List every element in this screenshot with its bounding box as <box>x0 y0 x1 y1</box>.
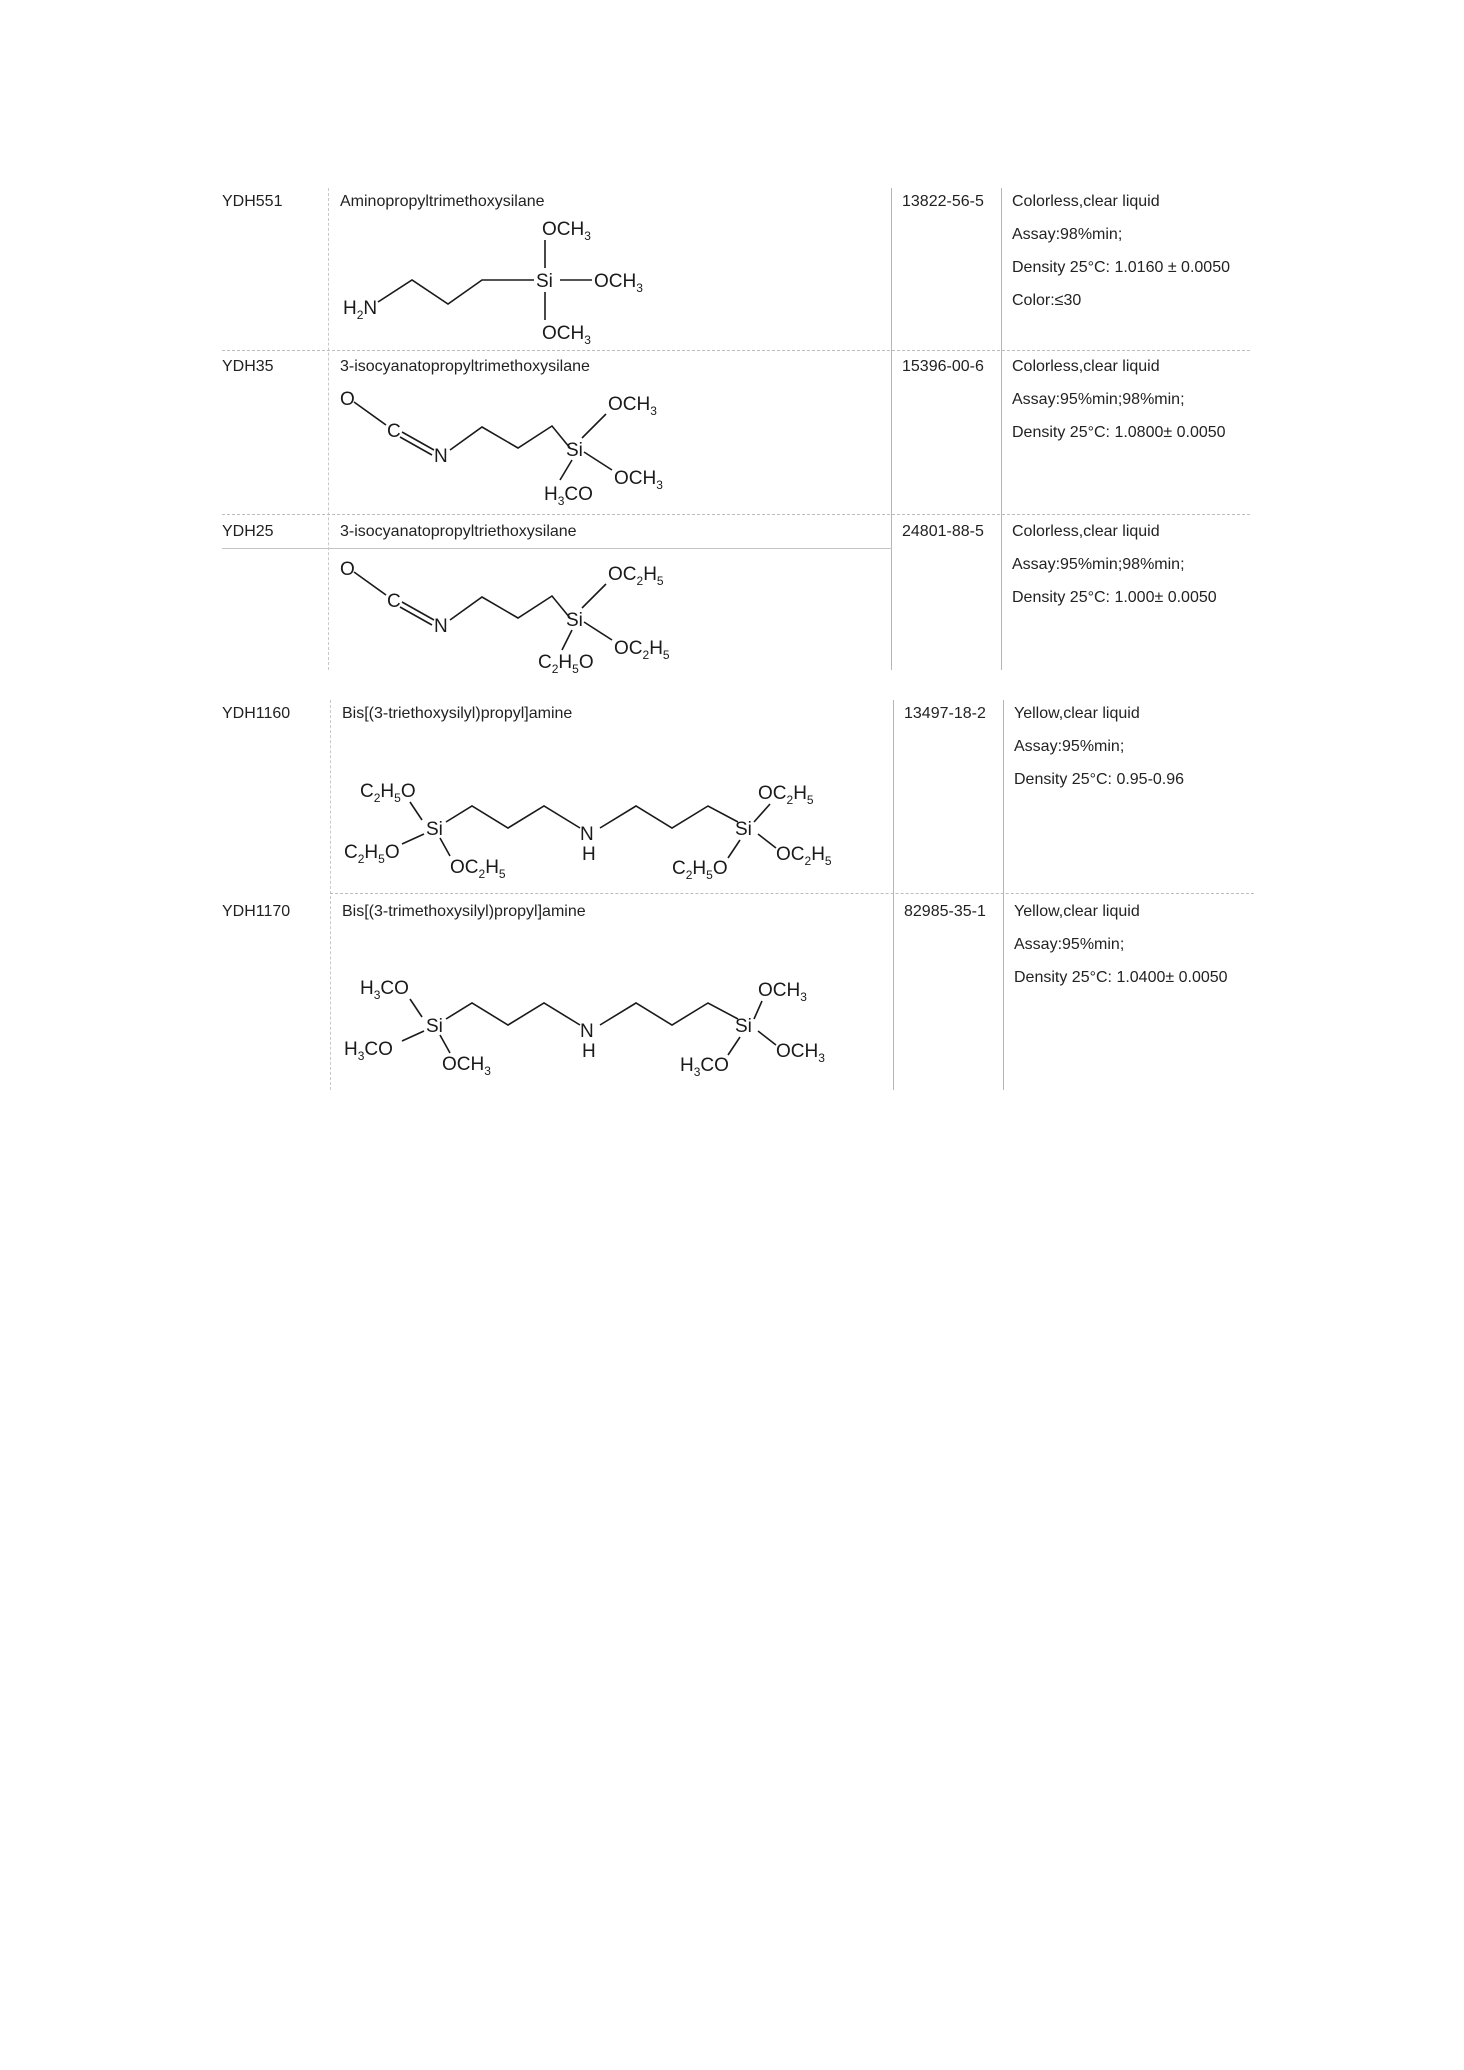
property-density: Density 25°C: 1.0800± 0.0050 <box>1012 424 1226 441</box>
column-divider-name-cas-2 <box>893 700 894 1090</box>
cas-number: 13497-18-2 <box>904 705 986 722</box>
cas-number: 15396-00-6 <box>902 358 984 375</box>
product-code: YDH25 <box>222 523 274 540</box>
svg-text:OC2H5: $OC_2H_5$ <box>758 783 814 807</box>
svg-text:N: N <box>580 1021 594 1042</box>
structure-bis-triethoxysilylpropylamine <box>330 770 860 890</box>
product-name: Aminopropyltrimethoxysilane <box>340 193 545 210</box>
svg-text:OCH3: $OCH_3$ <box>776 1041 825 1065</box>
property-appearance: Colorless,clear liquid <box>1012 193 1160 210</box>
cas-number: 82985-35-1 <box>904 903 986 920</box>
svg-text:N: N <box>580 824 594 845</box>
column-divider-cas-props <box>1001 188 1002 670</box>
svg-text:OC2H5: $OC_2H_5$ <box>450 857 506 881</box>
svg-text:H3CO: $H_3CO$ <box>360 978 409 1002</box>
product-name: 3-isocyanatopropyltrimethoxysilane <box>340 358 590 375</box>
svg-text:O: O <box>340 389 355 410</box>
product-name: 3-isocyanatopropyltriethoxysilane <box>340 523 577 540</box>
svg-text:H3CO: $H_3CO$ <box>344 1039 393 1063</box>
property-color: Color:≤30 <box>1012 292 1082 309</box>
property-assay: Assay:98%min; <box>1012 226 1123 243</box>
structure-aminopropyltrimethoxysilane <box>330 212 670 352</box>
property-assay: Assay:95%min; <box>1014 738 1125 755</box>
svg-text:OC2H5: $OC_2H_5$ <box>614 638 670 662</box>
property-appearance: Colorless,clear liquid <box>1012 358 1160 375</box>
column-divider-name-cas <box>891 188 892 670</box>
svg-text:OCH3: $OCH_3$ <box>442 1054 491 1078</box>
product-code: YDH551 <box>222 193 283 210</box>
svg-text:C2H5O: $C_2H_5O$ <box>360 781 416 805</box>
product-code: YDH1160 <box>222 705 291 722</box>
row-divider-4 <box>330 893 1254 894</box>
property-assay: Assay:95%min;98%min; <box>1012 391 1185 408</box>
property-density: Density 25°C: 1.0400± 0.0050 <box>1014 969 1228 986</box>
svg-text:Si: Si <box>426 819 443 840</box>
svg-text:N: N <box>434 616 448 637</box>
svg-text:Si: Si <box>566 610 583 631</box>
structure-bis-trimethoxysilylpropylamine <box>330 967 860 1087</box>
svg-text:H: H <box>582 844 596 865</box>
property-assay: Assay:95%min; <box>1014 936 1125 953</box>
property-appearance: Colorless,clear liquid <box>1012 523 1160 540</box>
svg-text:C2H5O: $C_2H_5O$ <box>672 858 728 882</box>
svg-text:Si: Si <box>566 440 583 461</box>
svg-text:OCH3: $OCH_3$ <box>542 219 591 243</box>
cas-number: 24801-88-5 <box>902 523 984 540</box>
svg-text:OC2H5: $OC_2H_5$ <box>608 564 664 588</box>
svg-text:OC2H5: $OC_2H_5$ <box>776 844 832 868</box>
property-density: Density 25°C: 1.000± 0.0050 <box>1012 589 1217 606</box>
svg-text:H3CO: $H_3CO$ <box>680 1055 729 1079</box>
svg-text:Si: Si <box>426 1016 443 1037</box>
svg-text:C2H5O: $C_2H_5O$ <box>344 842 400 866</box>
property-density: Density 25°C: 1.0160 ± 0.0050 <box>1012 259 1230 276</box>
svg-text:H3CO: $H_3CO$ <box>544 484 593 508</box>
row-divider-2 <box>222 514 1250 515</box>
cas-number: 13822-56-5 <box>902 193 984 210</box>
svg-text:OCH3: $OCH_3$ <box>594 271 643 295</box>
column-divider-cas-props-2 <box>1003 700 1004 1090</box>
svg-text:Si: Si <box>536 271 553 292</box>
property-assay: Assay:95%min;98%min; <box>1012 556 1185 573</box>
property-appearance: Yellow,clear liquid <box>1014 903 1140 920</box>
product-code: YDH35 <box>222 358 274 375</box>
column-divider-code-name <box>328 188 329 670</box>
property-density: Density 25°C: 0.95-0.96 <box>1014 771 1185 788</box>
svg-text:C2H5O: $C_2H_5O$ <box>538 652 594 676</box>
svg-text:C: C <box>387 591 401 612</box>
svg-text:OCH3: $OCH_3$ <box>542 323 591 347</box>
structure-isocyanatopropyltriethoxysilane <box>330 550 730 680</box>
svg-text:N: N <box>434 446 448 467</box>
svg-text:Si: Si <box>735 819 752 840</box>
svg-text:OCH3: $OCH_3$ <box>608 394 657 418</box>
svg-text:OCH3: $OCH_3$ <box>614 468 663 492</box>
svg-text:C: C <box>387 421 401 442</box>
product-name: Bis[(3-triethoxysilyl)propyl]amine <box>342 705 573 722</box>
svg-text:OCH3: $OCH_3$ <box>758 980 807 1004</box>
product-code: YDH1170 <box>222 903 291 920</box>
row-divider-2-inner <box>222 548 892 549</box>
svg-text:H2N: $H_2N$ <box>343 298 378 322</box>
structure-isocyanatopropyltrimethoxysilane <box>330 380 730 510</box>
svg-text:O: O <box>340 559 355 580</box>
svg-text:Si: Si <box>735 1016 752 1037</box>
property-appearance: Yellow,clear liquid <box>1014 705 1140 722</box>
product-name: Bis[(3-trimethoxysilyl)propyl]amine <box>342 903 586 920</box>
svg-text:H: H <box>582 1041 596 1062</box>
